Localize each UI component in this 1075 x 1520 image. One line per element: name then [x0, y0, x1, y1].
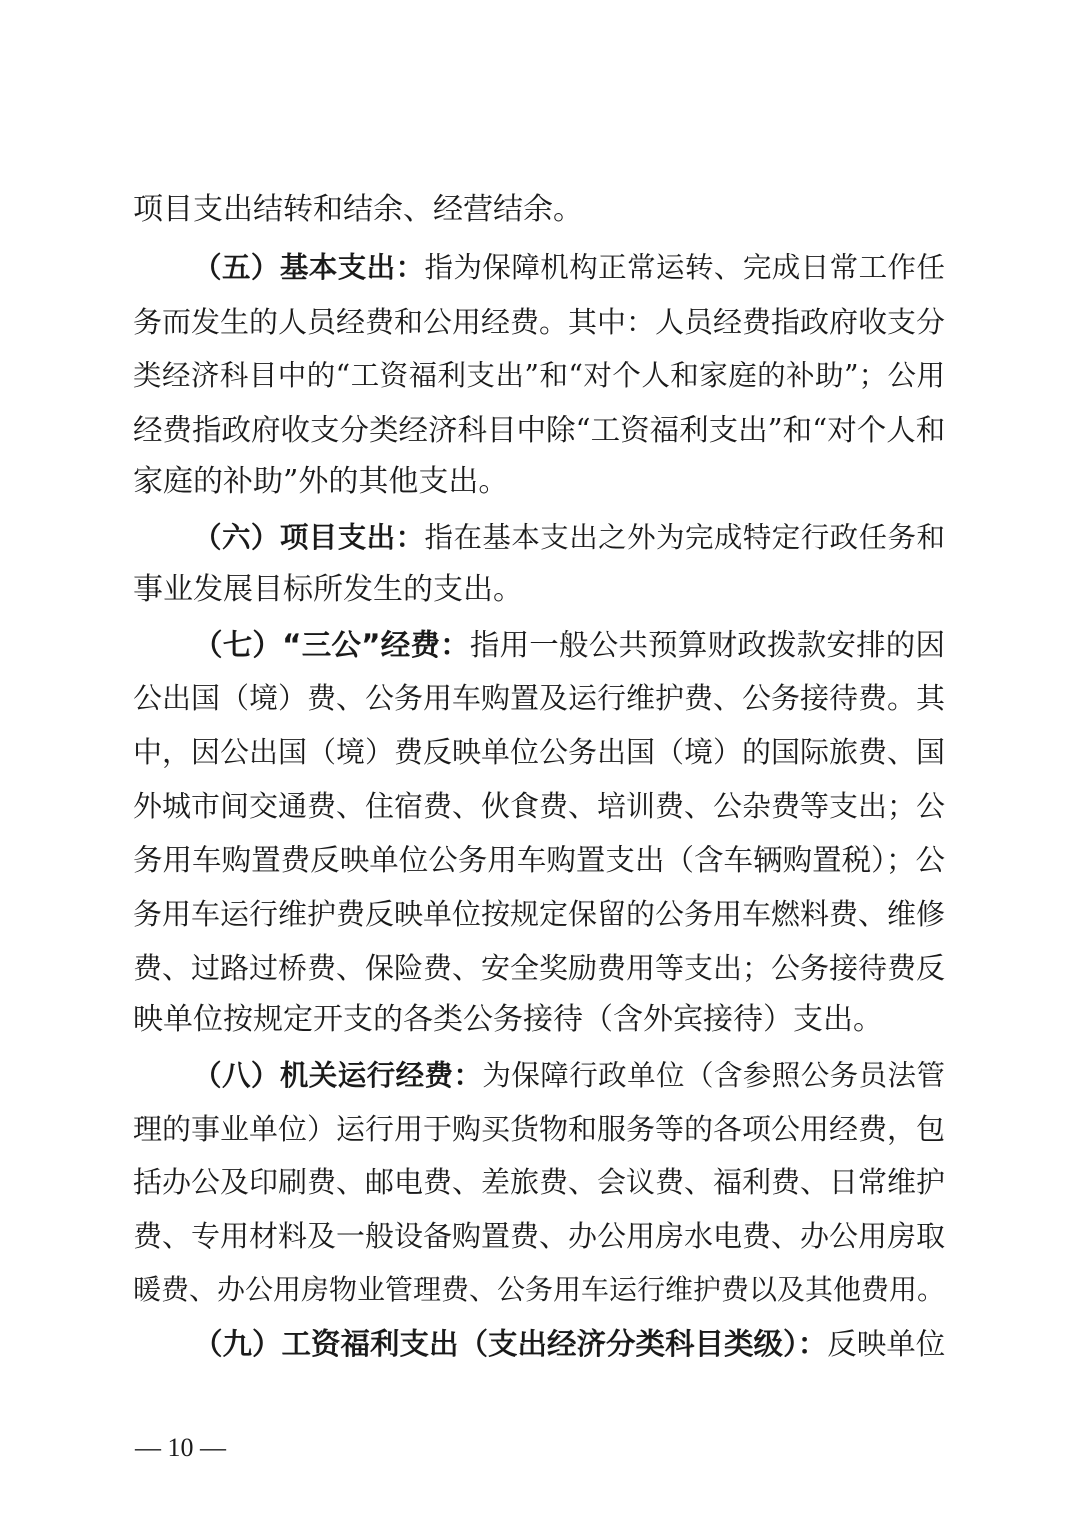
section-heading: （九）工资福利支出（支出经济分类科目类级）： — [193, 1327, 828, 1361]
section-heading: （五）基本支出： — [193, 251, 425, 284]
section-heading-line — [193, 1324, 945, 1364]
text-line — [133, 356, 945, 396]
text-line — [133, 678, 945, 718]
text-line — [133, 732, 945, 772]
page-number: — 10 — — [135, 1433, 226, 1462]
text-line — [133, 1000, 945, 1040]
line-text: 暖费、办公用房物业管理费、公务用车运行维护费以及其他费用。 — [133, 1273, 946, 1306]
text-line — [133, 462, 945, 502]
text-line — [133, 1216, 945, 1256]
section-heading-line — [193, 518, 945, 558]
line-text: 务用车购置费反映单位公务用车购置支出（含车辆购置税）；公 — [133, 843, 945, 877]
section-heading: （七）“三公”经费： — [193, 628, 470, 662]
text-line — [133, 840, 945, 880]
section-heading: （八）机关运行经费： — [193, 1059, 483, 1092]
line-text: 事业发展目标所发生的支出。 — [133, 572, 523, 607]
line-text: 经费指政府收支分类经济科目中除“工资福利支出”和“对个人和 — [133, 413, 946, 447]
line-text: 费、过路过桥费、保险费、安全奖励费用等支出；公务接待费反 — [133, 951, 946, 985]
line-text: 理的事业单位）运行用于购买货物和服务等的各项公用经费，包 — [133, 1112, 946, 1146]
section-heading-line — [193, 248, 945, 288]
line-text: 为保障行政单位（含参照公务员法管 — [482, 1059, 945, 1092]
line-text: 类经济科目中的“工资福利支出”和“对个人和家庭的补助”；公用 — [133, 359, 945, 392]
text-line — [133, 948, 945, 988]
text-line — [133, 570, 945, 610]
text-line — [133, 1270, 945, 1310]
line-text: 反映单位 — [827, 1327, 946, 1361]
text-line — [133, 410, 945, 450]
line-text: 外城市间交通费、住宿费、伙食费、培训费、公杂费等支出；公 — [133, 789, 946, 823]
text-line — [133, 1109, 945, 1149]
line-text: 中，因公出国（境）费反映单位公务出国（境）的国际旅费、国 — [133, 735, 946, 769]
line-text: 指用一般公共预算财政拨款安排的因 — [469, 628, 945, 662]
line-text: 费、专用材料及一般设备购置费、办公用房水电费、办公用房取 — [133, 1219, 946, 1253]
text-line — [133, 190, 945, 230]
line-text: 家庭的补助”外的其他支出。 — [133, 464, 509, 499]
text-line — [133, 894, 945, 934]
text-line — [133, 1162, 945, 1202]
line-text: 公出国（境）费、公务用车购置及运行维护费、公务接待费。其 — [133, 681, 946, 715]
section-heading: （六）项目支出： — [193, 521, 425, 554]
line-text: 务而发生的人员经费和公用经费。其中：人员经费指政府收支分 — [133, 305, 946, 339]
line-text: 括办公及印刷费、邮电费、差旅费、会议费、福利费、日常维护 — [133, 1165, 946, 1199]
line-text: 指在基本支出之外为完成特定行政任务和 — [424, 521, 945, 554]
text-line — [133, 302, 945, 342]
line-text: 项目支出结转和结余、经营结余。 — [133, 192, 583, 227]
line-text: 映单位按规定开支的各类公务接待（含外宾接待）支出。 — [133, 1002, 883, 1037]
line-text: 务用车运行维护费反映单位按规定保留的公务用车燃料费、维修 — [133, 897, 946, 931]
text-line — [133, 786, 945, 826]
section-heading-line — [193, 1056, 945, 1096]
line-text: 指为保障机构正常运转、完成日常工作任 — [424, 251, 945, 284]
section-heading-line — [193, 625, 945, 665]
